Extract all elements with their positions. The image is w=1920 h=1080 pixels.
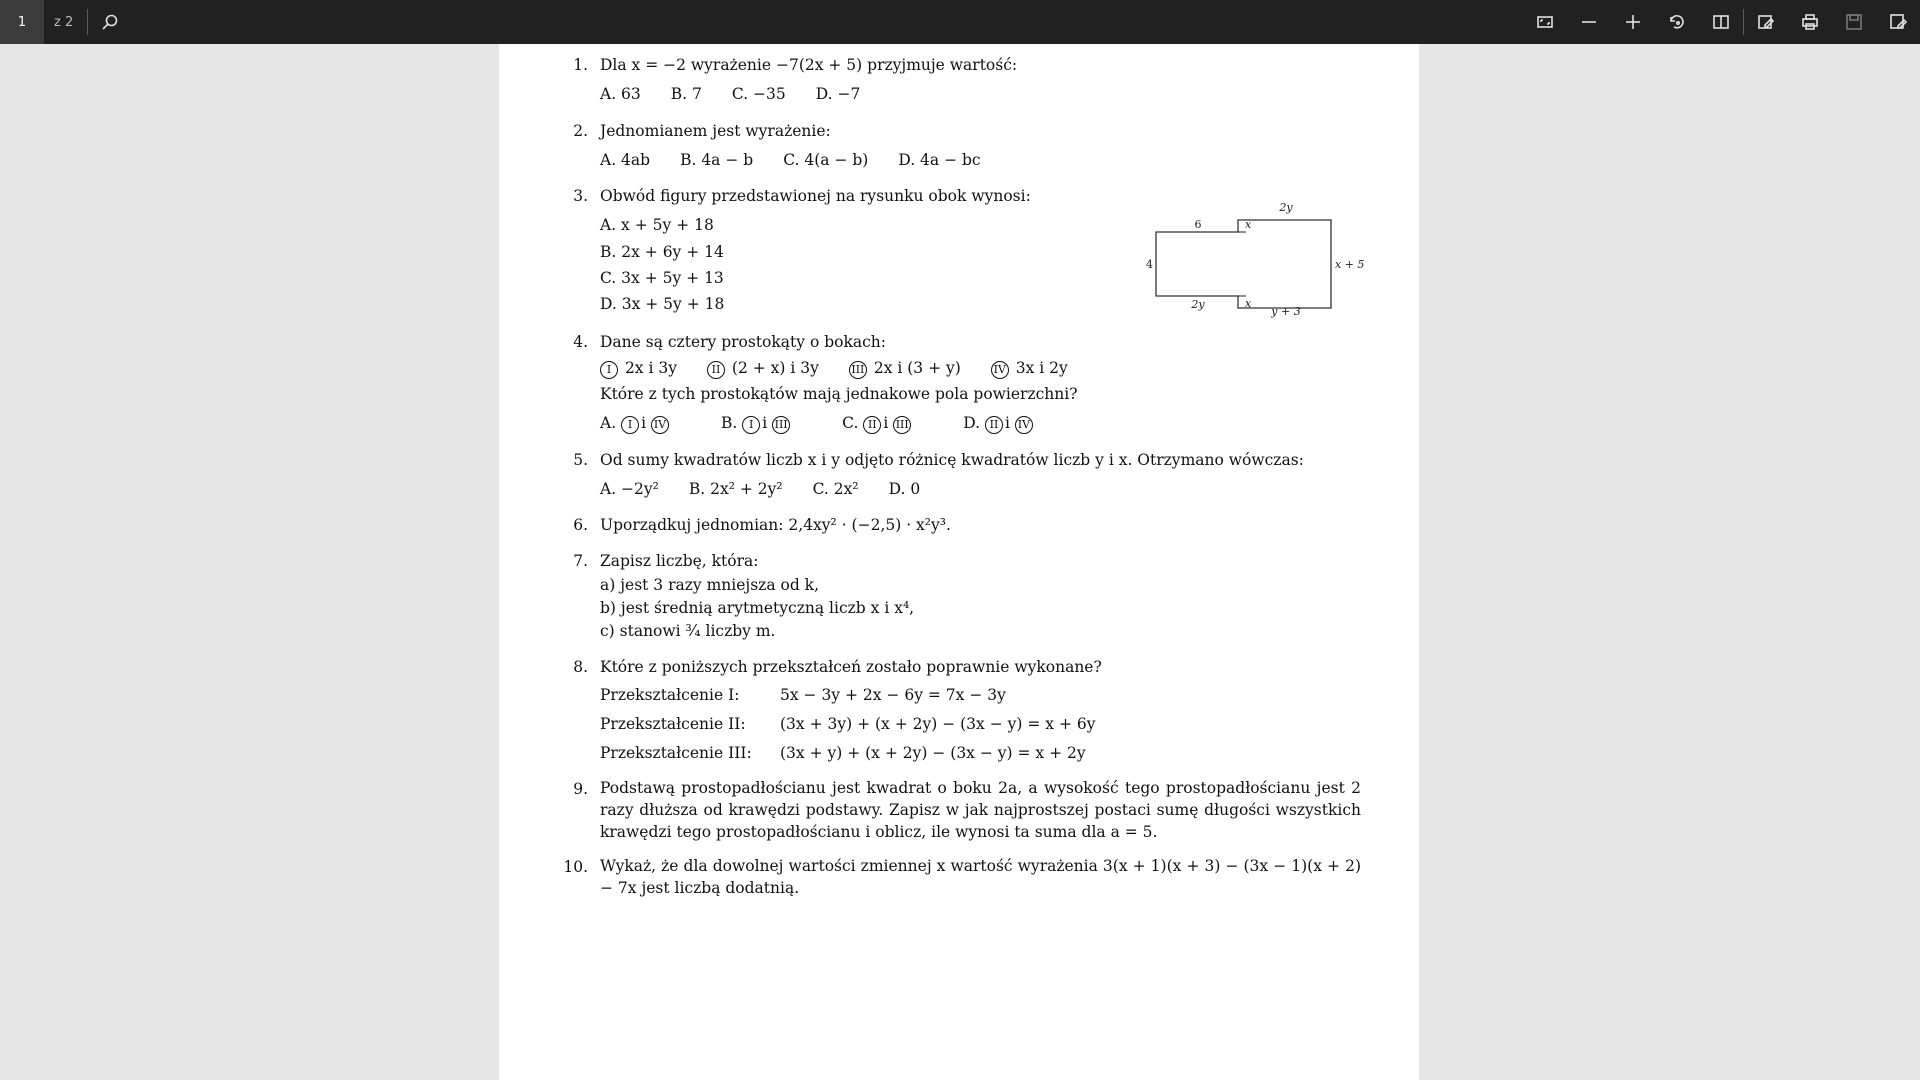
question-text: Wykaż, że dla dowolnej wartości zmiennej x wartość wyrażenia 3(x + 1)(x + 3) − (3x − 1)(x + 2) − 7x jest liczbą dodatnią. (600, 857, 1361, 898)
question-6 (561, 514, 1361, 537)
label-notch-bottom: x (1245, 297, 1252, 310)
rectangle-4 (991, 357, 1068, 380)
save-as-button[interactable] (1876, 0, 1920, 44)
label-right: x + 5 (1335, 258, 1365, 271)
page-total: z 2 (54, 14, 74, 30)
question-subtext: Które z tych prostokątów mają jednakowe pola powierzchni? (600, 385, 1078, 404)
question-2 (561, 120, 1361, 173)
rotate-icon (1668, 13, 1686, 31)
perimeter-figure (1146, 196, 1365, 318)
roman-numeral: III (893, 416, 911, 434)
print-icon (1801, 13, 1819, 31)
question-number: 1. (573, 56, 588, 74)
save-as-icon (1889, 13, 1907, 31)
question-number: 6. (573, 516, 588, 535)
question-number: 2. (573, 121, 588, 140)
roman-numeral: II (707, 361, 725, 379)
print-button[interactable] (1788, 0, 1832, 44)
label-bottom-left: 2y (1191, 298, 1205, 311)
question-number: 7. (573, 552, 588, 571)
option-c (842, 412, 913, 435)
option-d: D. 0 (888, 479, 921, 498)
roman-numeral: I (621, 416, 639, 434)
two-page-icon (1712, 13, 1730, 31)
save-button[interactable] (1832, 0, 1876, 44)
roman-numeral: IV (991, 361, 1009, 379)
question-4 (561, 331, 1361, 436)
transformation-expression: (3x + y) + (x + 2y) − (3x − y) = x + 2y (780, 744, 1086, 763)
conjunction: i (641, 414, 647, 433)
fit-page-button[interactable] (1523, 0, 1567, 44)
page-content (561, 54, 1365, 913)
label-left: 4 (1146, 258, 1153, 271)
option-a: A. x + 5y + 18 (600, 216, 714, 235)
option-letter: D. (963, 414, 981, 433)
toolbar (0, 0, 1920, 44)
rect-sides: 3x i 2y (1015, 358, 1068, 377)
roman-numeral: II (985, 416, 1003, 434)
question-9 (561, 778, 1361, 843)
option-d: D. −7 (815, 85, 861, 104)
option-letter: A. (600, 414, 617, 433)
two-page-button[interactable] (1699, 0, 1743, 44)
question-number: 4. (573, 332, 588, 351)
roman-numeral: IV (1015, 416, 1033, 434)
answer-options (600, 149, 1361, 172)
subitem-b: b) jest średnią arytmetyczną liczb x i x⁴, (600, 598, 915, 617)
roman-numeral: IV (651, 416, 669, 434)
conjunction: i (883, 414, 889, 433)
rect-sides: (2 + x) i 3y (731, 358, 819, 377)
question-number: 9. (573, 780, 588, 799)
transformations-table (600, 684, 1361, 766)
draw-button[interactable] (1744, 0, 1788, 44)
roman-numeral: I (600, 361, 618, 379)
answer-options (600, 83, 1361, 106)
option-b: B. 7 (670, 85, 702, 104)
subitem-c: c) stanowi ³⁄₄ liczby m. (600, 622, 776, 641)
option-c: C. 2x² (812, 479, 859, 498)
question-text: Uporządkuj jednomian: 2,4xy² · (−2,5) · x²y³. (600, 516, 951, 535)
question-text: Podstawą prostopadłościanu jest kwadrat o boku 2a, a wysokość tego prostopadłościanu jest 2 razy dłuższa od krawędzi podstawy. Zapisz w jak najprostszej postaci sumę długości wszystkich krawędzi tego prostopadłościanu i oblicz, ile wynosi ta suma dla a = 5. (600, 779, 1361, 841)
rotate-button[interactable] (1655, 0, 1699, 44)
search-button[interactable] (88, 0, 132, 44)
answer-options (600, 412, 1361, 435)
draw-icon (1757, 13, 1775, 31)
question-5 (561, 449, 1361, 502)
transformation-label: Przekształcenie I: (600, 685, 740, 704)
document-viewport[interactable] (0, 44, 1920, 1080)
option-b: B. 4a − b (680, 150, 754, 169)
question-text: Zapisz liczbę, która: (600, 552, 759, 571)
conjunction: i (762, 414, 768, 433)
option-a (600, 412, 671, 435)
option-a: A. 4ab (600, 150, 651, 169)
document-page (499, 44, 1419, 1080)
fit-page-icon (1536, 13, 1554, 31)
save-icon (1845, 13, 1863, 31)
rectangle-1 (600, 357, 677, 380)
zoom-in-icon (1624, 13, 1642, 31)
transformation-label: Przekształcenie III: (600, 744, 752, 763)
option-d (963, 412, 1035, 435)
conjunction: i (1004, 414, 1010, 433)
transformation-expression: 5x − 3y + 2x − 6y = 7x − 3y (780, 685, 1006, 704)
subitem-a: a) jest 3 razy mniejsza od k, (600, 575, 819, 594)
figure-outline (1156, 220, 1331, 308)
label-top-left: 6 (1194, 218, 1202, 231)
question-7 (561, 550, 1361, 643)
label-top-right: 2y (1279, 201, 1293, 214)
question-text: Dla x = −2 wyrażenie −7(2x + 5) przyjmuje wartość: (600, 56, 1018, 74)
rect-sides: 2x i 3y (624, 358, 677, 377)
option-d: D. 4a − bc (898, 150, 981, 169)
roman-numeral: III (849, 361, 867, 379)
roman-numeral: I (742, 416, 760, 434)
question-8 (561, 656, 1361, 765)
option-b: B. 2x + 6y + 14 (600, 242, 724, 261)
option-a: A. 63 (600, 85, 641, 104)
option-letter: C. (842, 414, 859, 433)
question-text: Dane są cztery prostokąty o bokach: (600, 332, 886, 351)
answer-options (600, 478, 1361, 501)
transformation-label: Przekształcenie II: (600, 714, 746, 733)
page-number-input[interactable]: 1 (0, 0, 44, 44)
option-d: D. 3x + 5y + 18 (600, 295, 725, 314)
question-number: 3. (573, 187, 588, 205)
question-text: Jednomianem jest wyrażenie: (600, 121, 831, 140)
question-text: Obwód figury przedstawionej na rysunku obok wynosi: (600, 187, 1031, 205)
rectangles-list (600, 357, 1361, 380)
question-number: 10. (563, 858, 588, 877)
label-bottom-right: y + 3 (1271, 305, 1301, 318)
option-a: A. −2y² (600, 479, 659, 498)
roman-numeral: II (863, 416, 881, 434)
rectangle-3 (849, 357, 961, 380)
question-1 (561, 54, 1361, 107)
option-c: C. −35 (731, 85, 786, 104)
question-text: Które z poniższych przekształceń zostało poprawnie wykonane? (600, 658, 1102, 677)
question-number: 8. (573, 658, 588, 677)
roman-numeral: III (772, 416, 790, 434)
option-b: B. 2x² + 2y² (688, 479, 783, 498)
option-c: C. 3x + 5y + 13 (600, 268, 724, 287)
label-notch-top: x (1245, 218, 1252, 231)
rectangle-2 (707, 357, 819, 380)
question-text: Od sumy kwadratów liczb x i y odjęto różnicę kwadratów liczb y i x. Otrzymano wówczas: (600, 450, 1304, 469)
search-icon (101, 13, 119, 31)
transformation-expression: (3x + 3y) + (x + 2y) − (3x − y) = x + 6y (780, 714, 1096, 733)
zoom-in-button[interactable] (1611, 0, 1655, 44)
rect-sides: 2x i (3 + y) (873, 358, 961, 377)
option-letter: B. (720, 414, 738, 433)
question-10 (561, 856, 1361, 899)
zoom-out-icon (1580, 13, 1598, 31)
question-number: 5. (573, 450, 588, 469)
zoom-out-button[interactable] (1567, 0, 1611, 44)
option-c: C. 4(a − b) (783, 150, 869, 169)
option-b (721, 412, 792, 435)
